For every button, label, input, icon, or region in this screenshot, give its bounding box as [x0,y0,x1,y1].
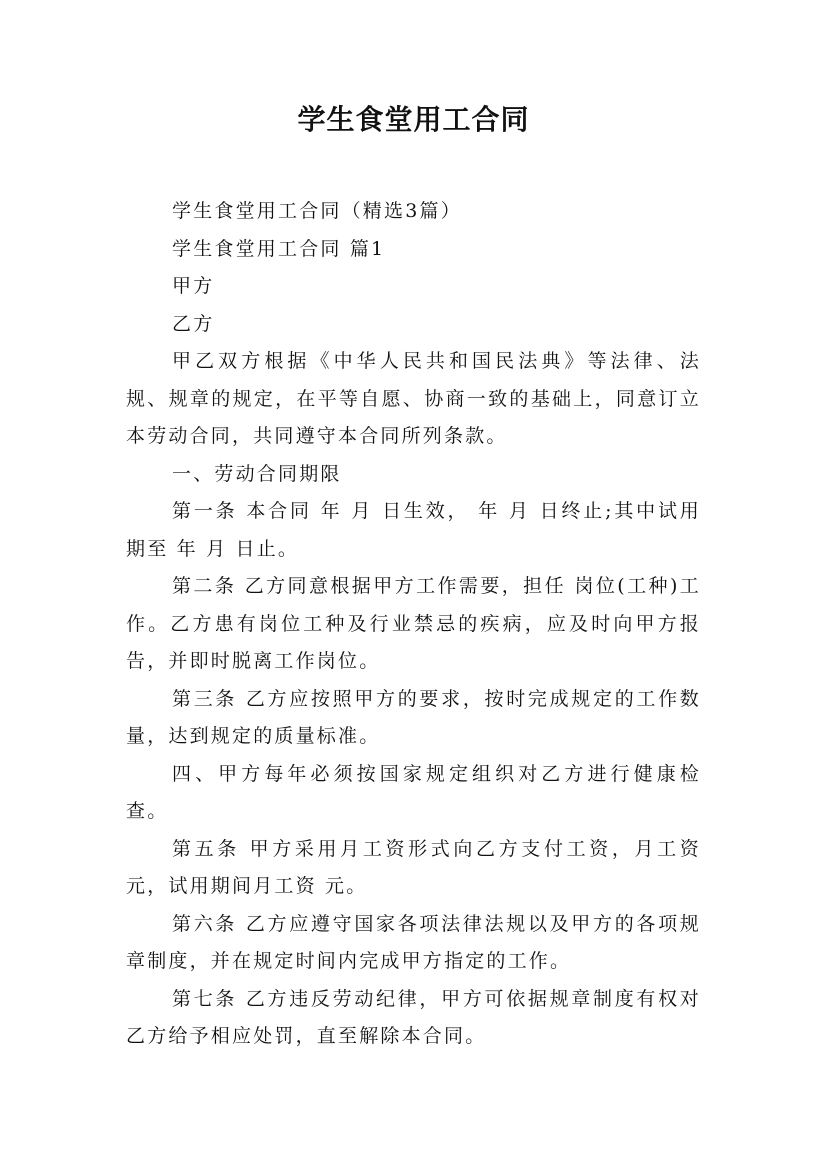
chapter-heading-term: 一、劳动合同期限 [172,462,342,485]
article-6: 第六条 乙方应遵守国家各项法律法规以及甲方的各项规章制度，并在规定时间内完成甲方指定的工作。 [126,912,701,972]
article-1: 第一条 本合同 年 月 日生效， 年 月 日终止;其中试用期至 年 月 日止。 [126,500,701,560]
preamble-paragraph: 甲乙双方根据《中华人民共和国民法典》等法律、法规、规章的规定，在平等自愿、协商一致的基础上，同意订立本劳动合同，共同遵守本合同所列条款。 [126,350,701,447]
section-heading: 学生食堂用工合同 篇1 [172,237,386,260]
party-b-label: 乙方 [172,312,215,335]
party-a-label: 甲方 [172,275,215,297]
article-2: 第二条 乙方同意根据甲方工作需要，担任 岗位(工种)工作。乙方患有岗位工种及行业禁忌的疾病，应及时向甲方报告，并即时脱离工作岗位。 [126,575,701,672]
health-check-paragraph: 四、甲方每年必须按国家规定组织对乙方进行健康检查。 [126,762,701,822]
article-3: 第三条 乙方应按照甲方的要求，按时完成规定的工作数量，达到规定的质量标准。 [126,687,701,747]
article-5: 第五条 甲方采用月工资形式向乙方支付工资，月工资 元，试用期间月工资 元。 [126,837,701,897]
article-7: 第七条 乙方违反劳动纪律，甲方可依据规章制度有权对乙方给予相应处罚，直至解除本合同。 [126,987,701,1047]
document-body [126,193,701,1056]
subtitle-paragraph: 学生食堂用工合同（精选3篇） [172,200,462,222]
document-title: 学生食堂用工合同 [297,103,530,136]
